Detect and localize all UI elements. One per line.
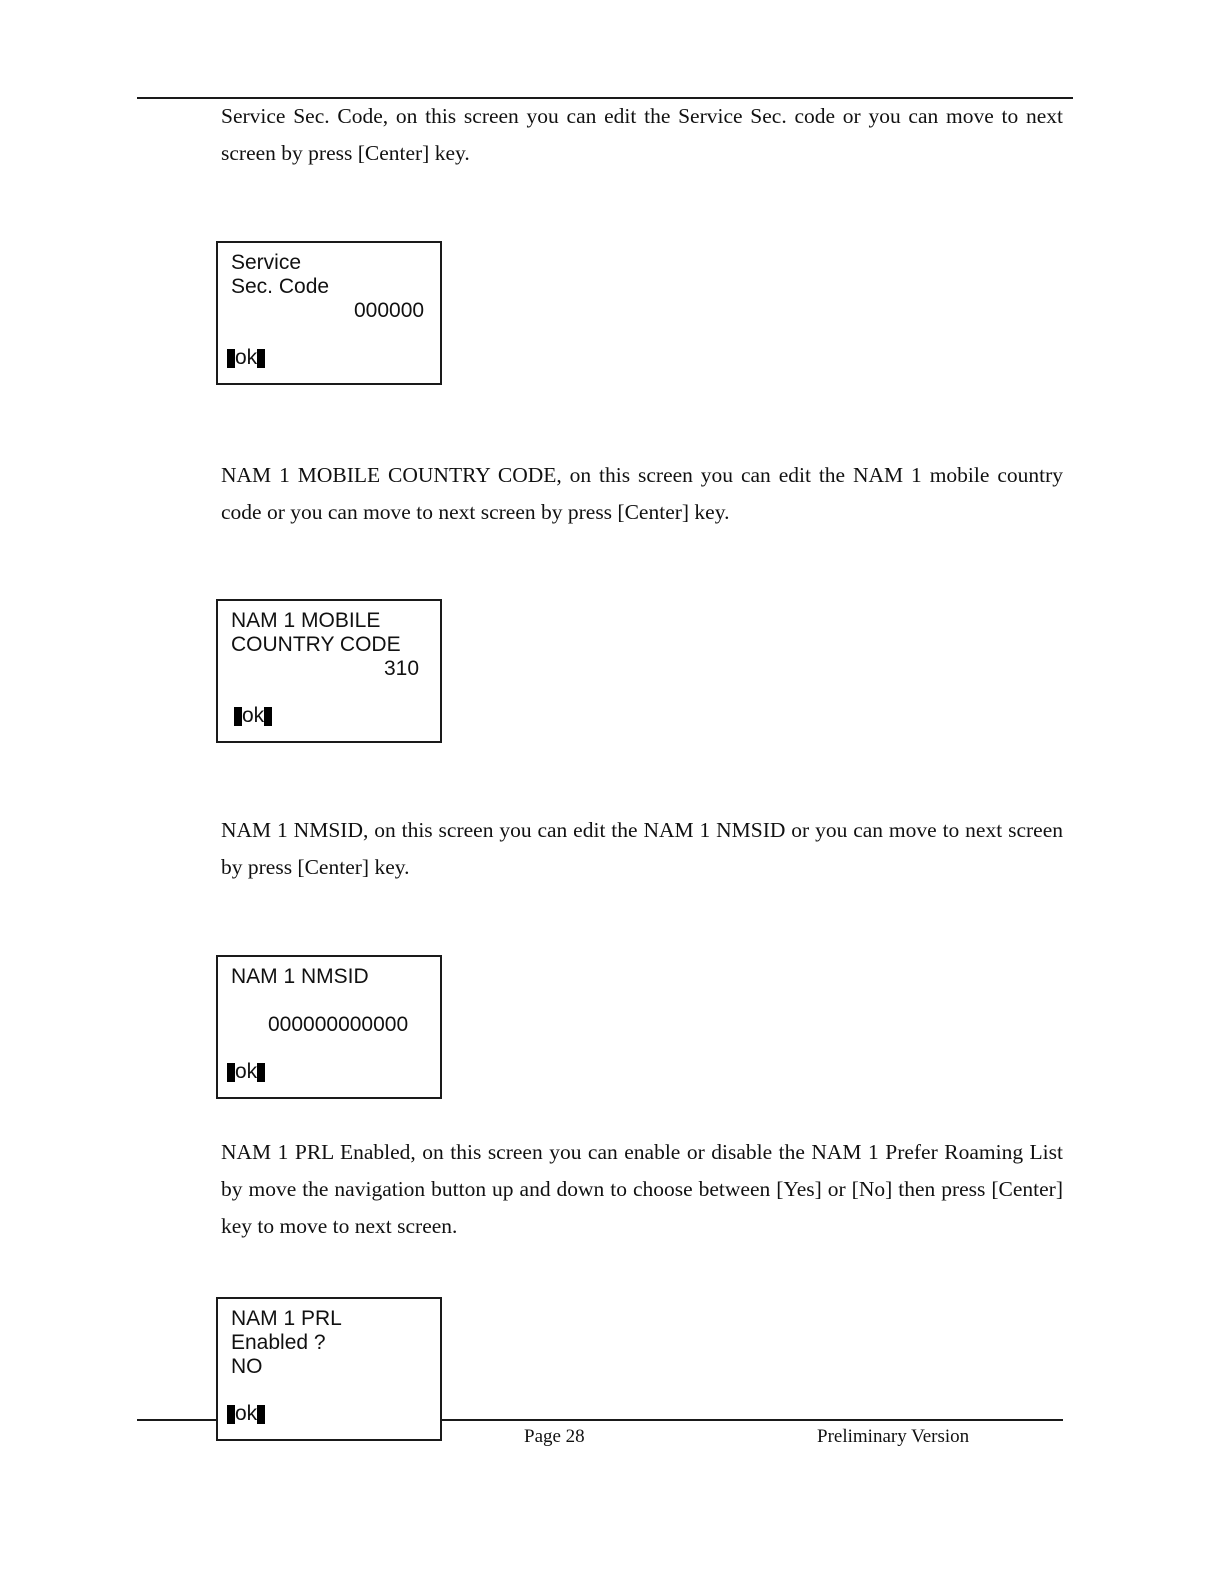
phone-screen-service-sec-code — [216, 241, 442, 385]
phone-screen-mobile-country-code — [216, 599, 442, 743]
softkey-right-block-icon — [257, 1063, 265, 1082]
screen-line-1: NAM 1 MOBILE — [231, 609, 381, 632]
screen-line-1: NAM 1 NMSID — [231, 965, 369, 988]
screen-value: 310 — [384, 657, 420, 680]
ok-softkey — [227, 1402, 265, 1426]
ok-softkey — [227, 1060, 265, 1084]
screen-line-2: COUNTRY CODE — [231, 633, 401, 656]
softkey-left-block-icon — [234, 707, 242, 726]
softkey-label: ok — [242, 704, 265, 727]
softkey-left-block-icon — [227, 1405, 235, 1424]
phone-screen-nmsid — [216, 955, 442, 1099]
softkey-label: ok — [235, 1402, 258, 1425]
footer-rule-left — [137, 1419, 216, 1421]
footer-rule-right — [442, 1419, 1063, 1421]
softkey-left-block-icon — [227, 349, 235, 368]
paragraph-nmsid: NAM 1 NMSID, on this screen you can edit the NAM 1 NMSID or you can move to next screen by press [Center] key. — [221, 818, 1063, 879]
screen-line-1: NAM 1 PRL — [231, 1307, 342, 1330]
ok-softkey — [227, 346, 265, 370]
ok-softkey — [234, 704, 272, 728]
screen-line-2: Enabled ? — [231, 1331, 326, 1354]
screen-line-1: Service — [231, 251, 302, 274]
phone-screen-prl-enabled — [216, 1297, 442, 1441]
screen-value: 000000000000 — [268, 1013, 409, 1036]
screen-line-3: NO — [231, 1355, 263, 1378]
softkey-right-block-icon — [264, 707, 272, 726]
softkey-right-block-icon — [257, 1405, 265, 1424]
page-number: Page 28 — [524, 1426, 585, 1447]
paragraph-service-sec-code: Service Sec. Code, on this screen you can edit the Service Sec. code or you can move to next screen by press [Center] key. — [221, 104, 1063, 165]
paragraph-mobile-country-code: NAM 1 MOBILE COUNTRY CODE, on this screen you can edit the NAM 1 mobile country code or you can move to next screen by press [Center] key. — [221, 463, 1063, 524]
softkey-label: ok — [235, 346, 258, 369]
screen-value: 000000 — [354, 299, 425, 322]
screen-line-2: Sec. Code — [231, 275, 330, 298]
softkey-left-block-icon — [227, 1063, 235, 1082]
version-label: Preliminary Version — [817, 1426, 970, 1447]
paragraph-prl-enabled: NAM 1 PRL Enabled, on this screen you can enable or disable the NAM 1 Prefer Roaming List by move the navigation button up and down to choose between [Yes] or [No] then press [Center] key to move to next screen. — [221, 1140, 1063, 1238]
softkey-right-block-icon — [257, 349, 265, 368]
softkey-label: ok — [235, 1060, 258, 1083]
